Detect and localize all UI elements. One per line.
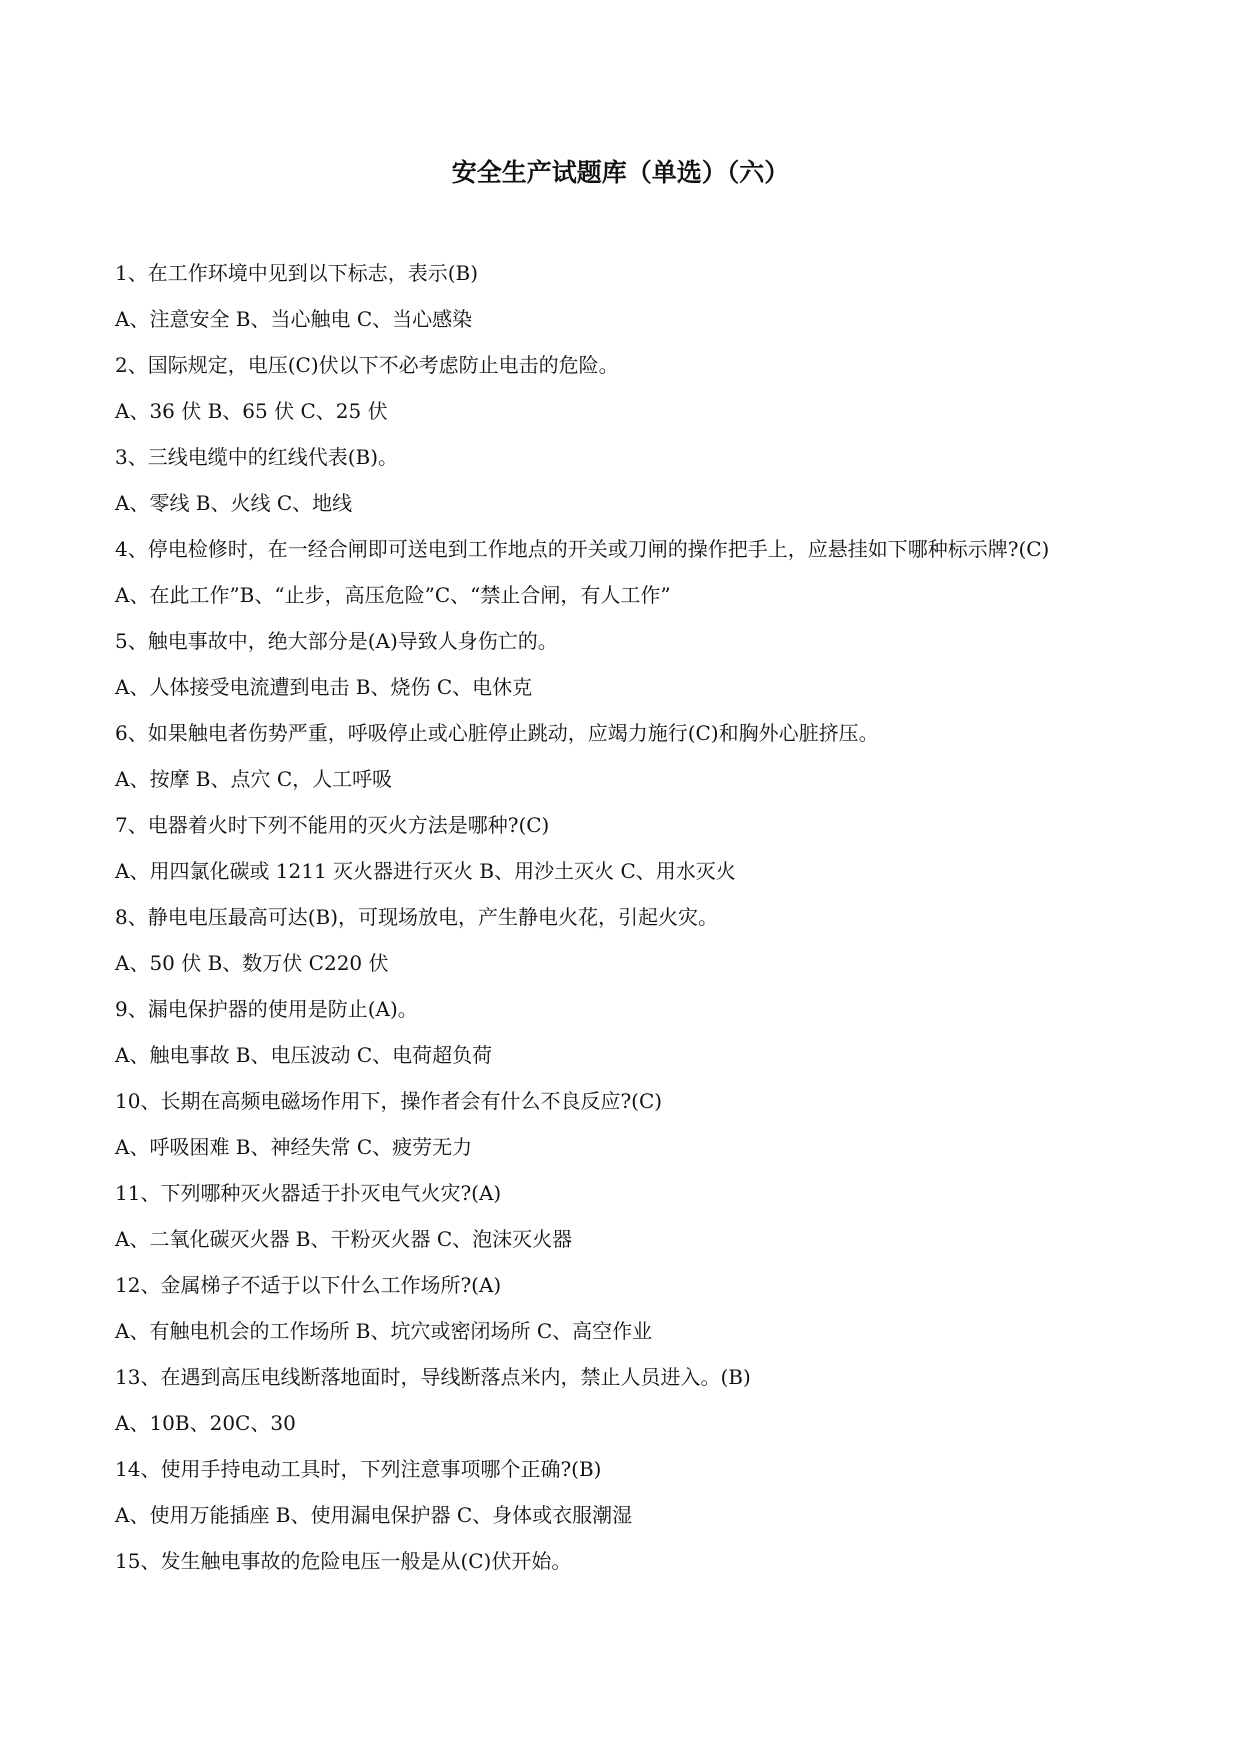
question-7: 7、电器着火时下列不能用的灭火方法是哪种?(C) xyxy=(115,813,550,837)
question-5: 5、触电事故中，绝大部分是(A)导致人身伤亡的。 xyxy=(115,629,558,653)
options-5: A、人体接受电流遭到电击 B、烧伤 C、电休克 xyxy=(115,675,533,699)
options-13: A、10B、20C、30 xyxy=(115,1411,296,1435)
question-3: 3、三线电缆中的红线代表(B)。 xyxy=(115,445,399,469)
question-8: 8、静电电压最高可达(B)，可现场放电，产生静电火花，引起火灾。 xyxy=(115,905,719,929)
question-4: 4、停电检修时，在一经合闸即可送电到工作地点的开关或刀闸的操作把手上，应悬挂如下哪种标示牌?(C) xyxy=(115,537,1050,561)
options-1: A、注意安全 B、当心触电 C、当心感染 xyxy=(115,307,473,331)
options-8: A、50 伏 B、数万伏 C220 伏 xyxy=(115,951,389,975)
options-2: A、36 伏 B、65 伏 C、25 伏 xyxy=(115,399,388,423)
question-list xyxy=(115,250,1175,1584)
question-6: 6、如果触电者伤势严重，呼吸停止或心脏停止跳动，应竭力施行(C)和胸外心脏挤压。 xyxy=(115,721,879,745)
question-15: 15、发生触电事故的危险电压一般是从(C)伏开始。 xyxy=(115,1549,572,1573)
options-14: A、使用万能插座 B、使用漏电保护器 C、身体或衣服潮湿 xyxy=(115,1503,633,1527)
options-4: A、在此工作”B、“止步，高压危险”C、“禁止合闸，有人工作” xyxy=(115,583,671,607)
page-title: 安全生产试题库（单选）（六） xyxy=(451,158,790,187)
question-1: 1、在工作环境中见到以下标志，表示(B) xyxy=(115,261,479,285)
options-10: A、呼吸困难 B、神经失常 C、疲劳无力 xyxy=(115,1135,473,1159)
question-11: 11、下列哪种灭火器适于扑灭电气火灾?(A) xyxy=(115,1181,502,1205)
question-2: 2、国际规定，电压(C)伏以下不必考虑防止电击的危险。 xyxy=(115,353,619,377)
options-9: A、触电事故 B、电压波动 C、电荷超负荷 xyxy=(115,1043,493,1067)
question-10: 10、长期在高频电磁场作用下，操作者会有什么不良反应?(C) xyxy=(115,1089,663,1113)
question-9: 9、漏电保护器的使用是防止(A)。 xyxy=(115,997,418,1021)
options-7: A、用四氯化碳或 1211 灭火器进行灭火 B、用沙土灭火 C、用水灭火 xyxy=(115,859,736,883)
question-13: 13、在遇到高压电线断落地面时，导线断落点米内，禁止人员进入。(B) xyxy=(115,1365,751,1389)
options-6: A、按摩 B、点穴 C，人工呼吸 xyxy=(115,767,393,791)
question-14: 14、使用手持电动工具时，下列注意事项哪个正确?(B) xyxy=(115,1457,602,1481)
options-12: A、有触电机会的工作场所 B、坑穴或密闭场所 C、高空作业 xyxy=(115,1319,653,1343)
options-11: A、二氧化碳灭火器 B、干粉灭火器 C、泡沫灭火器 xyxy=(115,1227,573,1251)
question-12: 12、金属梯子不适于以下什么工作场所?(A) xyxy=(115,1273,502,1297)
options-3: A、零线 B、火线 C、地线 xyxy=(115,491,353,515)
